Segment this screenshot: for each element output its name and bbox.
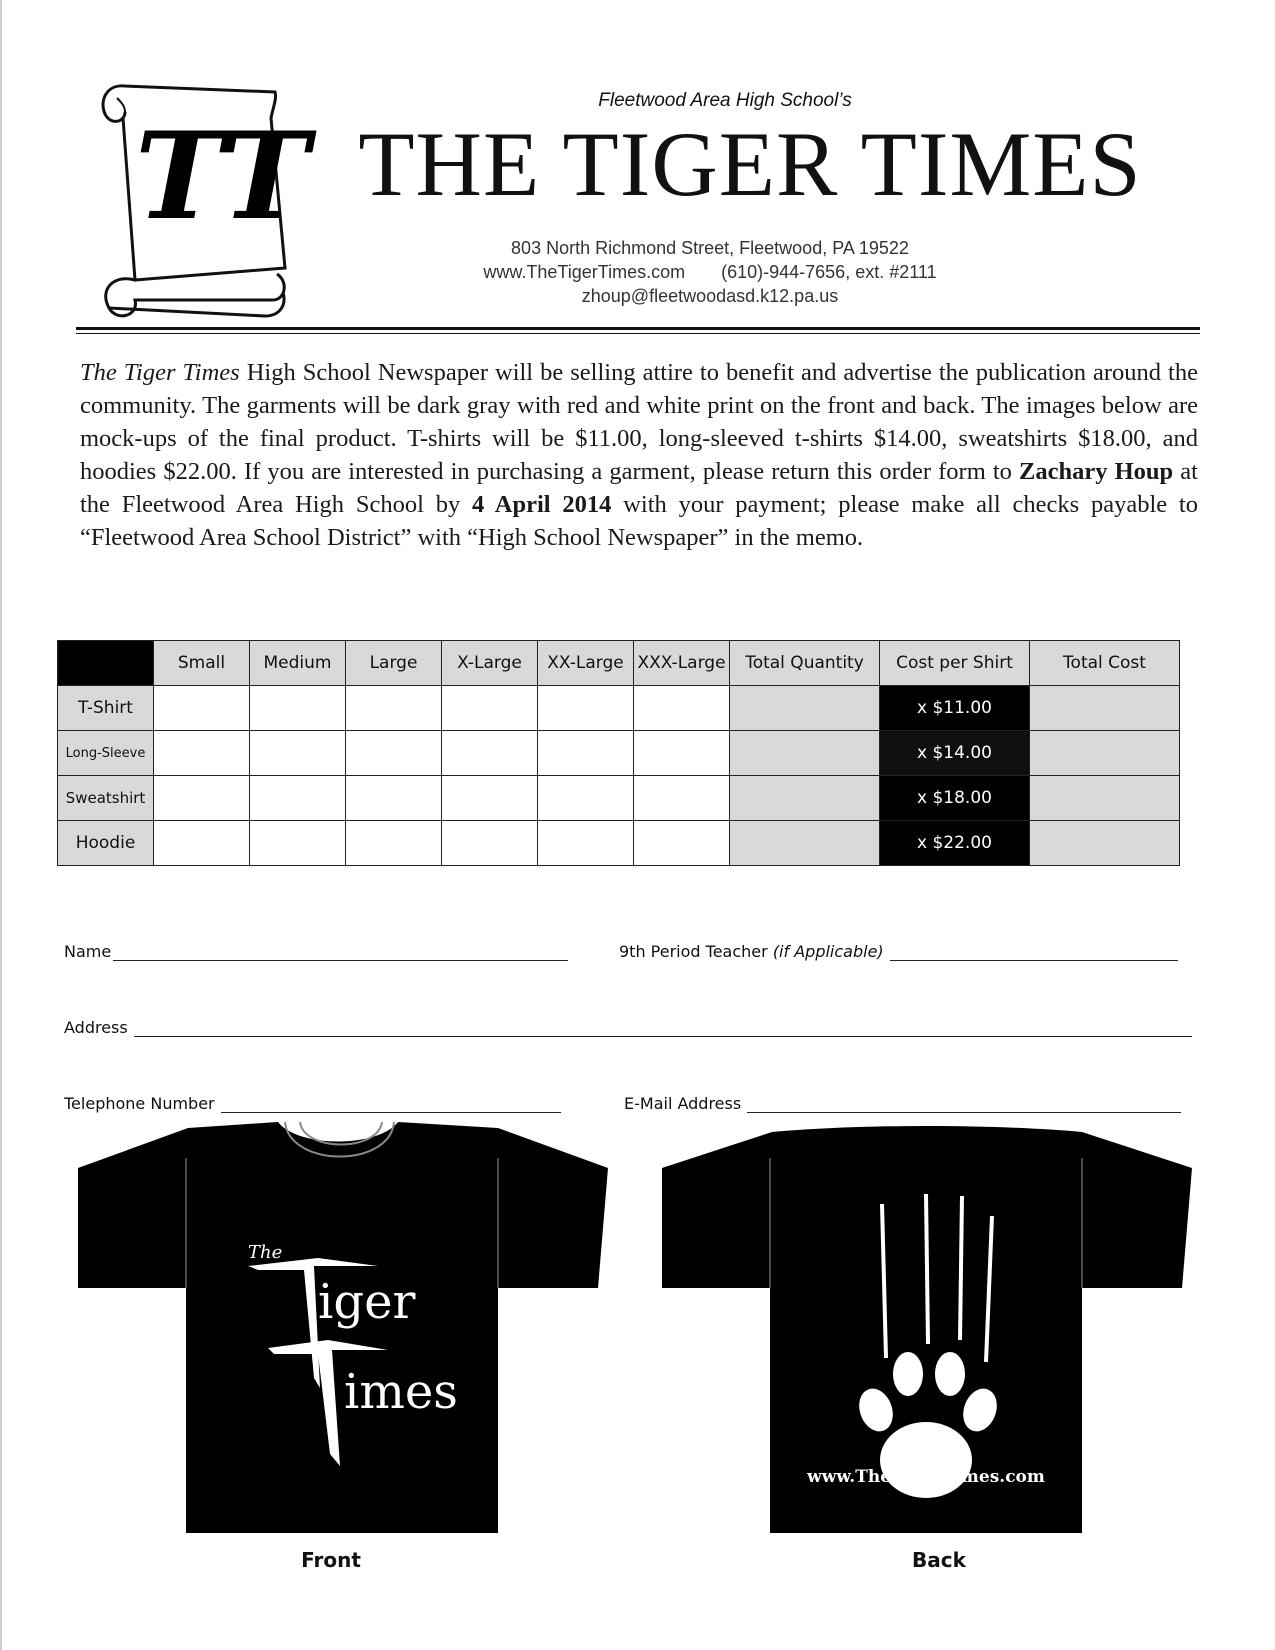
quantity-cell[interactable]: [442, 731, 538, 776]
shirt-front-image: [78, 1118, 608, 1536]
quantity-cell[interactable]: [250, 776, 346, 821]
address-label: Address: [64, 1018, 128, 1037]
contact-name: Zachary Houp: [1019, 458, 1174, 485]
table-header-row: [58, 641, 1180, 686]
quantity-cell[interactable]: [442, 686, 538, 731]
table-row: [58, 776, 1180, 821]
phone-number: (610)-944-7656, ext. #2111: [721, 262, 937, 282]
quantity-cell[interactable]: [442, 821, 538, 866]
quantity-cell[interactable]: [538, 686, 634, 731]
web-phone-line: [430, 260, 990, 284]
name-label: Name: [64, 942, 112, 961]
col-header: X-Large: [442, 641, 538, 686]
page-edge: [0, 0, 2, 1650]
total-cost-cell[interactable]: [1030, 686, 1180, 731]
quantity-cell[interactable]: [634, 731, 730, 776]
back-caption: Back: [912, 1548, 966, 1572]
intro-paragraph: The Tiger Times High School Newspaper will be selling attire to benefit and advertise the publication around the community. The garments will be dark gray with red and white print on the front and back. The images below are mock-ups of the final product. T-shirts will be $11.00, long-sleeved t-shirts $14.00, sweatshirts $18.00, and hoodies $22.00. If you are interested in purchasing a garment, please return this order form to Zachary Houp at the Fleetwood Area High School by 4 April 2014 with your payment; please make all checks payable to “Fleetwood Area School District” with “High School Newspaper” in the memo.: [80, 359, 1198, 551]
teacher-field: [619, 942, 1178, 961]
teacher-note: (if Applicable): [772, 942, 884, 961]
email-input[interactable]: [747, 1094, 1181, 1113]
quantity-cell[interactable]: [250, 686, 346, 731]
email-field: [624, 1094, 1181, 1113]
quantity-cell[interactable]: [346, 731, 442, 776]
quantity-cell[interactable]: [154, 776, 250, 821]
quantity-cell[interactable]: [154, 821, 250, 866]
col-header: Cost per Shirt: [880, 641, 1030, 686]
school-subtitle: Fleetwood Area High School’s: [598, 90, 852, 111]
email-link[interactable]: zhoup@fleetwoodasd.k12.pa.us: [581, 286, 839, 306]
col-header: Medium: [250, 641, 346, 686]
address-field: [64, 1018, 1192, 1037]
row-label: T-Shirt: [58, 686, 154, 731]
quantity-cell[interactable]: [346, 776, 442, 821]
total-quantity-cell[interactable]: [730, 731, 880, 776]
masthead-title: THE TIGER TIMES: [358, 113, 1142, 215]
phone-input[interactable]: [221, 1094, 561, 1113]
quantity-cell[interactable]: [250, 731, 346, 776]
col-header: Large: [346, 641, 442, 686]
logo-letters: TT: [135, 106, 310, 247]
name-input[interactable]: [113, 942, 568, 961]
paw-toe: [893, 1352, 923, 1396]
quantity-cell[interactable]: [250, 821, 346, 866]
name-field: [64, 942, 568, 961]
quantity-cell[interactable]: [634, 776, 730, 821]
quantity-cell[interactable]: [154, 686, 250, 731]
total-cost-cell[interactable]: [1030, 731, 1180, 776]
front-caption: Front: [301, 1548, 361, 1572]
col-header: Total Cost: [1030, 641, 1180, 686]
corner-cell: [58, 641, 154, 686]
quantity-cell[interactable]: [154, 731, 250, 776]
total-quantity-cell[interactable]: [730, 686, 880, 731]
total-quantity-cell[interactable]: [730, 821, 880, 866]
header-rule: [76, 327, 1200, 330]
teacher-input[interactable]: [890, 942, 1178, 961]
price-cell: x $22.00: [880, 821, 1030, 866]
total-cost-cell[interactable]: [1030, 821, 1180, 866]
front-the-text: The: [248, 1242, 283, 1263]
teacher-label: 9th Period Teacher: [619, 942, 768, 961]
website-link[interactable]: www.TheTigerTimes.com: [483, 262, 686, 282]
price-cell: x $14.00: [880, 731, 1030, 776]
quantity-cell[interactable]: [538, 821, 634, 866]
phone-label: Telephone Number: [64, 1094, 215, 1113]
total-cost-cell[interactable]: [1030, 776, 1180, 821]
deadline-date: 4 April 2014: [472, 491, 612, 518]
quantity-cell[interactable]: [538, 731, 634, 776]
quantity-cell[interactable]: [346, 686, 442, 731]
scroll-logo: [95, 78, 310, 323]
quantity-cell[interactable]: [442, 776, 538, 821]
table-row: [58, 686, 1180, 731]
front-imes-text: imes: [344, 1364, 458, 1420]
back-url-text: www.TheTigerTimes.com: [807, 1467, 1045, 1487]
row-label: Sweatshirt: [58, 776, 154, 821]
front-iger-text: iger: [318, 1274, 416, 1330]
col-header: Total Quantity: [730, 641, 880, 686]
col-header: XX-Large: [538, 641, 634, 686]
order-table: [57, 640, 1180, 866]
row-label: Long-Sleeve: [58, 731, 154, 776]
publication-name: The Tiger Times: [80, 359, 240, 386]
address-input[interactable]: [134, 1018, 1192, 1037]
quantity-cell[interactable]: [634, 821, 730, 866]
col-header: Small: [154, 641, 250, 686]
address-line: 803 North Richmond Street, Fleetwood, PA 19522: [511, 238, 909, 258]
phone-field: [64, 1094, 561, 1113]
price-cell: x $11.00: [880, 686, 1030, 731]
email-label: E-Mail Address: [624, 1094, 742, 1113]
col-header: XXX-Large: [634, 641, 730, 686]
total-quantity-cell[interactable]: [730, 776, 880, 821]
header-rule-thin: [76, 333, 1200, 334]
quantity-cell[interactable]: [538, 776, 634, 821]
table-row: [58, 731, 1180, 776]
contact-block: [430, 236, 990, 308]
quantity-cell[interactable]: [346, 821, 442, 866]
paw-toe: [935, 1352, 965, 1396]
table-row: [58, 821, 1180, 866]
quantity-cell[interactable]: [634, 686, 730, 731]
row-label: Hoodie: [58, 821, 154, 866]
shirt-back-image: [662, 1118, 1192, 1536]
price-cell: x $18.00: [880, 776, 1030, 821]
